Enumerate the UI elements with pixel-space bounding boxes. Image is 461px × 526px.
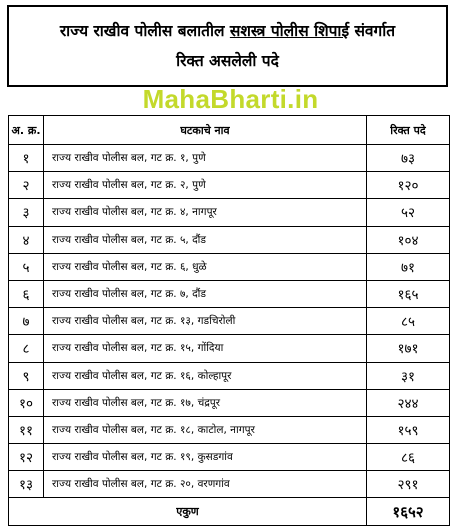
total-label: एकुण — [9, 498, 367, 525]
vacancies-cell: १७१ — [367, 335, 450, 362]
serial-cell: ९ — [9, 362, 44, 389]
title-underlined-text: सशस्त्र पोलीस शिपाई — [229, 22, 350, 40]
unit-name-cell: राज्य राखीव पोलीस बल, गट क्र. ५, दौंड — [44, 226, 367, 253]
unit-name-cell: राज्य राखीव पोलीस बल, गट क्र. ६, धुळे — [44, 253, 367, 280]
title-prefix: राज्य राखीव पोलीस बलातील — [59, 22, 230, 40]
total-row — [9, 498, 450, 525]
serial-cell: ६ — [9, 280, 44, 307]
unit-name-cell: राज्य राखीव पोलीस बल, गट क्र. १९, कुसडगांव — [44, 444, 367, 471]
serial-cell: २ — [9, 172, 44, 199]
vacancies-cell: ८६ — [367, 444, 450, 471]
serial-cell: ११ — [9, 416, 44, 443]
header-serial: अ. क्र. — [9, 116, 44, 145]
vacancies-cell: २९१ — [367, 471, 450, 498]
vacancies-cell: २४४ — [367, 389, 450, 416]
table-row — [9, 280, 450, 307]
table-row — [9, 145, 450, 172]
serial-cell: ५ — [9, 253, 44, 280]
unit-name-cell: राज्य राखीव पोलीस बल, गट क्र. १७, चंद्रपूर — [44, 389, 367, 416]
table-row — [9, 416, 450, 443]
vacancies-cell: १५९ — [367, 416, 450, 443]
unit-name-cell: राज्य राखीव पोलीस बल, गट क्र. ७, दौंड — [44, 280, 367, 307]
serial-cell: ३ — [9, 199, 44, 226]
table-row — [9, 253, 450, 280]
serial-cell: १० — [9, 389, 44, 416]
header-vacancies: रिक्त पदे — [367, 116, 450, 145]
serial-cell: १२ — [9, 444, 44, 471]
watermark: MahaBharti.in — [142, 84, 319, 114]
total-value: १६५२ — [367, 498, 450, 525]
vacancies-cell: ८५ — [367, 308, 450, 335]
table-row — [9, 308, 450, 335]
unit-name-cell: राज्य राखीव पोलीस बल, गट क्र. ४, नागपूर — [44, 199, 367, 226]
title-suffix: संवर्गात — [349, 22, 396, 40]
unit-name-cell: राज्य राखीव पोलीस बल, गट क्र. १८, काटोल, नागपूर — [44, 416, 367, 443]
vacancy-table — [8, 115, 450, 526]
unit-name-cell: राज्य राखीव पोलीस बल, गट क्र. १, पुणे — [44, 145, 367, 172]
vacancies-cell: ७१ — [367, 253, 450, 280]
table-row — [9, 226, 450, 253]
serial-cell: १३ — [9, 471, 44, 498]
vacancies-cell: ३१ — [367, 362, 450, 389]
table-row — [9, 362, 450, 389]
unit-name-cell: राज्य राखीव पोलीस बल, गट क्र. १३, गडचिरोली — [44, 308, 367, 335]
table-row — [9, 172, 450, 199]
vacancies-cell: १०४ — [367, 226, 450, 253]
document-title — [7, 5, 448, 87]
table-row — [9, 444, 450, 471]
vacancies-cell: ५२ — [367, 199, 450, 226]
unit-name-cell: राज्य राखीव पोलीस बल, गट क्र. १५, गोंदिया — [44, 335, 367, 362]
unit-name-cell: राज्य राखीव पोलीस बल, गट क्र. २०, वरणगांव — [44, 471, 367, 498]
table-row — [9, 199, 450, 226]
unit-name-cell: राज्य राखीव पोलीस बल, गट क्र. २, पुणे — [44, 172, 367, 199]
serial-cell: ७ — [9, 308, 44, 335]
table-row — [9, 335, 450, 362]
vacancies-cell: ७३ — [367, 145, 450, 172]
table-row — [9, 389, 450, 416]
table-header-row — [9, 116, 450, 145]
serial-cell: ४ — [9, 226, 44, 253]
title-line-2: रिक्त असलेली पदे — [176, 52, 279, 70]
vacancies-cell: १६५ — [367, 280, 450, 307]
title-line-1 — [60, 16, 395, 46]
serial-cell: १ — [9, 145, 44, 172]
vacancies-cell: १२० — [367, 172, 450, 199]
unit-name-cell: राज्य राखीव पोलीस बल, गट क्र. १६, कोल्हापूर — [44, 362, 367, 389]
serial-cell: ८ — [9, 335, 44, 362]
header-unit: घटकाचे नाव — [44, 116, 367, 145]
